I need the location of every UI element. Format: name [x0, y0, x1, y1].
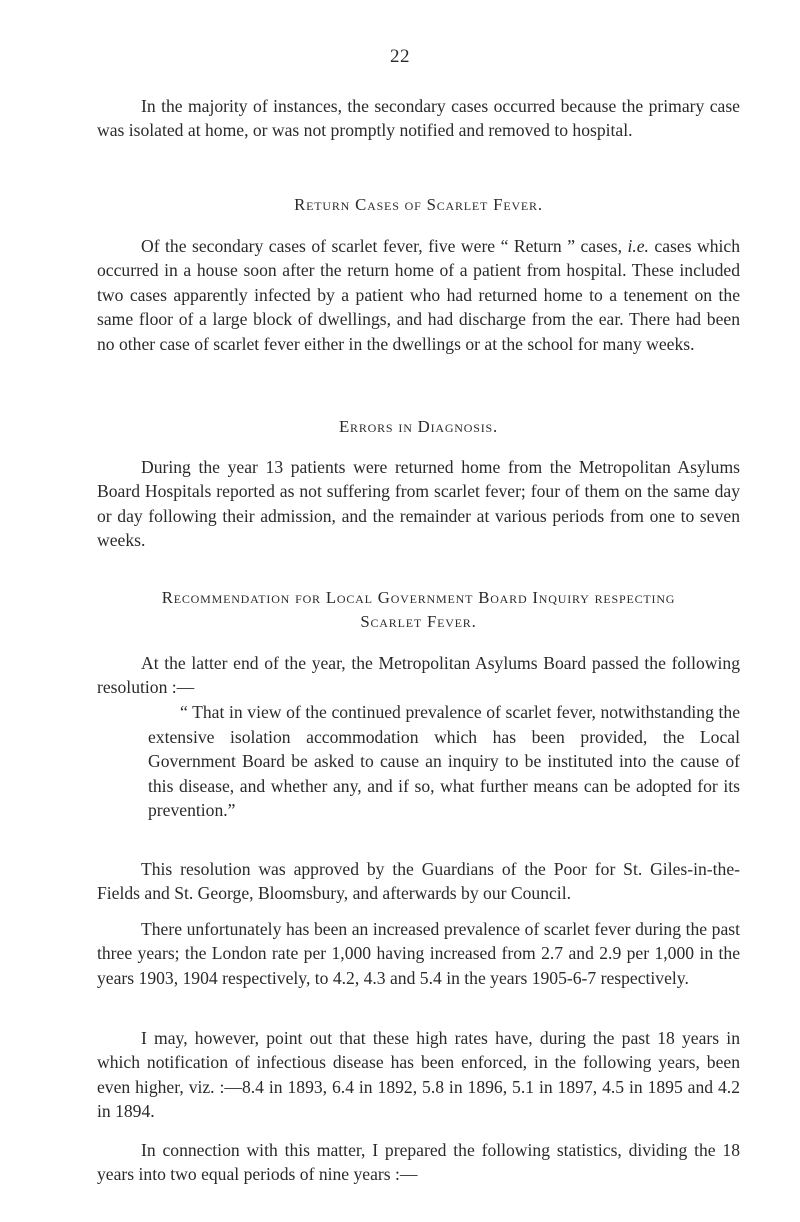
heading-errors-in-diagnosis: Errors in Diagnosis.: [339, 417, 498, 436]
paragraph-errors-in-diagnosis: During the year 13 patients were returned home from the Metropolitan Asylums Board Hospitals reported as not suffering from scarlet fever; four of them on the same day or day following their admission, and the remainder at various periods from one to seven weeks.: [97, 457, 740, 551]
paragraph-return-cases-ie: i.e.: [627, 236, 649, 256]
paragraph-return-cases: [97, 234, 740, 356]
paragraph-statistics-intro: In connection with this matter, I prepared the following statistics, dividing the 18 years into two equal periods of nine years :—: [97, 1140, 740, 1185]
paragraph-return-cases-text-2: cases which occurred in a house soon after the return home of a patient from hospital. These included two cases apparently infected by a patient who had returned home to a tenement on the same floor of a large block of dwellings, and had discharge from the ear. There had been no other case of scarlet fever either in the dwellings or at the school for many weeks.: [97, 236, 740, 354]
paragraph-resolution-intro: At the latter end of the year, the Metropolitan Asylums Board passed the following resolution :—: [97, 653, 740, 698]
heading-recommendation-line-1: Recommendation for Local Government Board Inquiry respecting: [161, 588, 676, 607]
heading-recommendation-line-2: Scarlet Fever.: [360, 612, 477, 631]
heading-return-cases: Return Cases of Scarlet Fever.: [294, 195, 543, 214]
heading-recommendation: [97, 586, 740, 634]
page-number: 22: [390, 46, 410, 67]
paragraph-primary-case: In the majority of instances, the secondary cases occurred because the primary case was isolated at home, or was not promptly notified and removed to hospital.: [97, 96, 740, 141]
resolution-quote: “ That in view of the continued prevalence of scarlet fever, notwithstanding the extensive isolation accommodation which has been provided, the Local Government Board be asked to cause an inquiry to be instituted into the cause of this disease, and whether any, and if so, what further means can be adopted for its prevention.”: [148, 702, 740, 821]
paragraph-higher-rates: I may, however, point out that these high rates have, during the past 18 years in which notification of infectious disease has been enforced, in the following years, been even higher, viz. :—8.4 in 1893, 6.4 in 1892, 5.8 in 1896, 5.1 in 1897, 4.5 in 1895 and 4.2 in 1894.: [97, 1028, 740, 1122]
paragraph-resolution-approved: This resolution was approved by the Guardians of the Poor for St. Giles-in-the-Fields and St. George, Bloomsbury, and afterwards by our Council.: [97, 859, 740, 904]
paragraph-increased-prevalence: There unfortunately has been an increased prevalence of scarlet fever during the past three years; the London rate per 1,000 having increased from 2.7 and 2.9 per 1,000 in the years 1903, 1904 respectively, to 4.2, 4.3 and 5.4 in the years 1905-6-7 respectively.: [97, 919, 740, 988]
paragraph-return-cases-text-1: Of the secondary cases of scarlet fever, five were “ Return ” cases,: [141, 236, 628, 256]
